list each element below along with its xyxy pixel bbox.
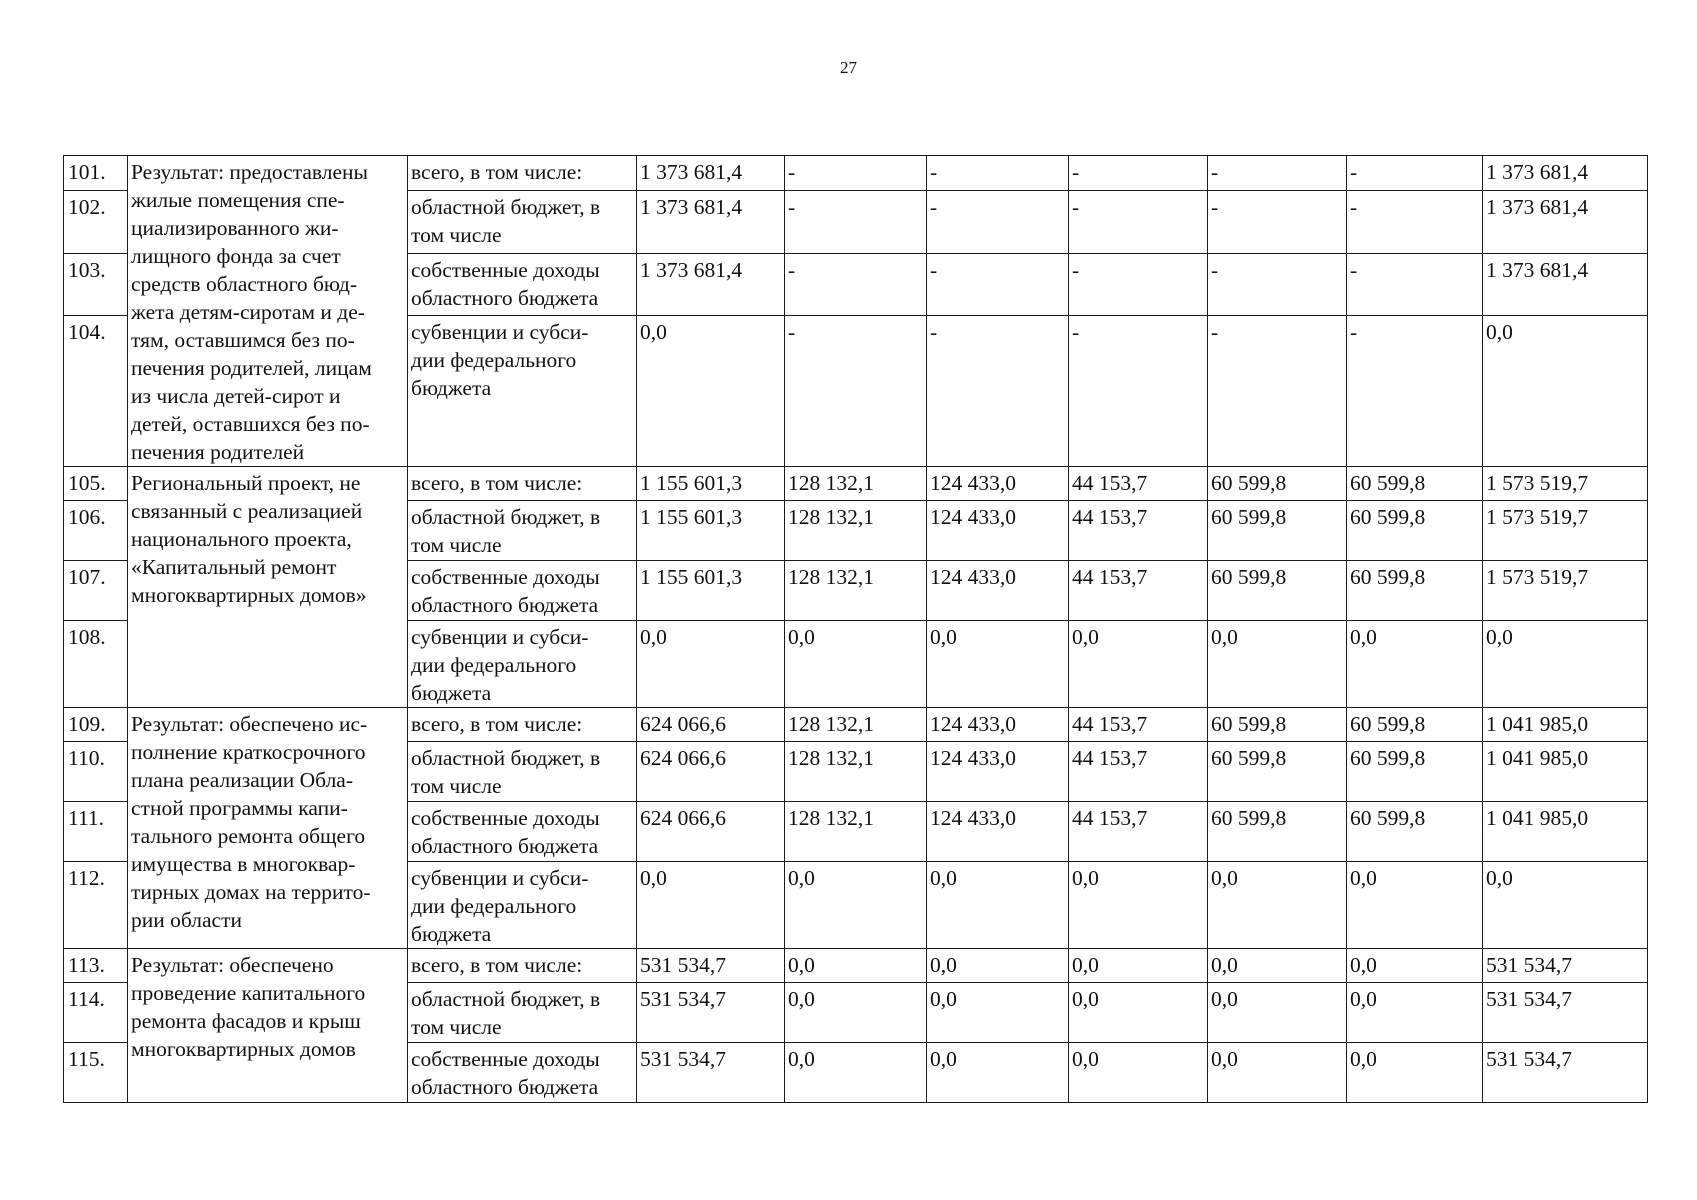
value-cell: - — [785, 191, 927, 253]
funding-source — [408, 802, 637, 862]
value-cell-total: 1 041 985,0 — [1483, 742, 1648, 802]
funding-source-line: дии федерального — [411, 348, 577, 373]
value-cell: 128 132,1 — [785, 708, 927, 742]
value-cell: - — [1069, 156, 1208, 191]
value-cell: 1 155 601,3 — [637, 467, 785, 501]
value-cell: 0,0 — [927, 1043, 1069, 1103]
value-cell: 0,0 — [1069, 949, 1208, 983]
funding-source — [408, 253, 637, 315]
table-row — [64, 467, 1648, 501]
value-cell-total: 0,0 — [1483, 621, 1648, 708]
table-row — [64, 949, 1648, 983]
funding-source-line: собственные доходы — [411, 565, 600, 589]
row-number: 111. — [64, 802, 128, 862]
description-line: детей, оставшихся без по- — [131, 412, 370, 436]
value-cell: 0,0 — [927, 983, 1069, 1043]
value-cell: 44 153,7 — [1069, 561, 1208, 621]
value-cell: - — [1347, 253, 1483, 315]
funding-source-line: всего, в том числе: — [411, 953, 583, 977]
description-line: жета детям-сиротам и де- — [131, 300, 365, 324]
description-line: рии области — [131, 908, 243, 932]
description-line: проведение капитального — [131, 981, 366, 1005]
description-line: многоквартирных домов — [131, 1037, 356, 1061]
row-number: 113. — [64, 949, 128, 983]
value-cell: - — [1069, 253, 1208, 315]
value-cell: 60 599,8 — [1347, 561, 1483, 621]
value-cell-total: 1 373 681,4 — [1483, 191, 1648, 253]
description-line: Региональный проект, не — [131, 471, 361, 495]
description-line: лищного фонда за счет — [131, 244, 341, 268]
value-cell: 124 433,0 — [927, 802, 1069, 862]
funding-source — [408, 621, 637, 708]
value-cell: 1 155 601,3 — [637, 561, 785, 621]
funding-source — [408, 1043, 637, 1103]
value-cell: - — [1347, 191, 1483, 253]
value-cell-total: 1 573 519,7 — [1483, 467, 1648, 501]
funding-source — [408, 156, 637, 191]
value-cell: - — [1069, 191, 1208, 253]
page-number: 27 — [840, 58, 857, 77]
funding-source-line: областной бюджет, в — [411, 195, 601, 220]
value-cell: 0,0 — [1208, 1043, 1347, 1103]
row-number: 108. — [64, 621, 128, 708]
funding-source — [408, 708, 637, 742]
value-cell: 1 373 681,4 — [637, 191, 785, 253]
value-cell: 0,0 — [785, 862, 927, 949]
funding-source-line: том числе — [411, 1015, 502, 1039]
funding-source — [408, 742, 637, 802]
funding-source-line: областной бюджет, в — [411, 746, 601, 770]
value-cell: 128 132,1 — [785, 561, 927, 621]
value-cell: 128 132,1 — [785, 802, 927, 862]
funding-source-line: всего, в том числе: — [411, 160, 583, 184]
row-number: 105. — [64, 467, 128, 501]
value-cell: - — [1069, 316, 1208, 467]
value-cell: 60 599,8 — [1347, 742, 1483, 802]
value-cell: 44 153,7 — [1069, 501, 1208, 561]
value-cell: 624 066,6 — [637, 742, 785, 802]
funding-source — [408, 561, 637, 621]
funding-source — [408, 467, 637, 501]
funding-source — [408, 983, 637, 1043]
value-cell: 128 132,1 — [785, 467, 927, 501]
value-cell: - — [1208, 253, 1347, 315]
description-line: полнение краткосрочного — [131, 740, 366, 764]
budget-table — [63, 155, 1648, 1103]
value-cell: 60 599,8 — [1347, 467, 1483, 501]
row-number: 107. — [64, 561, 128, 621]
value-cell: - — [927, 191, 1069, 253]
value-cell: 60 599,8 — [1208, 802, 1347, 862]
row-number: 101. — [64, 156, 128, 191]
group-description — [128, 949, 408, 1103]
funding-source-line: всего, в том числе: — [411, 471, 583, 495]
value-cell: 0,0 — [1208, 949, 1347, 983]
funding-source-line: областной бюджет, в — [411, 987, 601, 1011]
value-cell: - — [1208, 316, 1347, 467]
funding-source-line: бюджета — [411, 922, 492, 946]
funding-source-line: бюджета — [411, 376, 492, 401]
value-cell: 0,0 — [785, 983, 927, 1043]
description-line: печения родителей — [131, 440, 305, 464]
value-cell: 124 433,0 — [927, 708, 1069, 742]
value-cell: 128 132,1 — [785, 501, 927, 561]
funding-source-line: том числе — [411, 533, 502, 557]
value-cell-total: 1 041 985,0 — [1483, 802, 1648, 862]
funding-source-line: собственные доходы — [411, 1047, 600, 1071]
value-cell: 0,0 — [927, 949, 1069, 983]
row-number: 110. — [64, 742, 128, 802]
description-line: стной программы капи- — [131, 796, 348, 820]
value-cell: - — [927, 253, 1069, 315]
value-cell: 44 153,7 — [1069, 467, 1208, 501]
row-number: 112. — [64, 862, 128, 949]
value-cell: - — [927, 316, 1069, 467]
value-cell: 1 373 681,4 — [637, 253, 785, 315]
value-cell: 531 534,7 — [637, 983, 785, 1043]
value-cell: 624 066,6 — [637, 708, 785, 742]
value-cell: 0,0 — [1347, 949, 1483, 983]
group-description — [128, 156, 408, 467]
description-line: плана реализации Обла- — [131, 768, 354, 792]
value-cell: 0,0 — [1347, 1043, 1483, 1103]
group-description — [128, 467, 408, 708]
value-cell: 0,0 — [1208, 621, 1347, 708]
funding-source-line: собственные доходы — [411, 257, 600, 282]
funding-source-line: том числе — [411, 774, 502, 798]
description-line: имущества в многоквар- — [131, 852, 356, 876]
description-line: ремонта фасадов и крыш — [131, 1009, 361, 1033]
funding-source-line: областного бюджета — [411, 593, 599, 617]
value-cell: 0,0 — [927, 621, 1069, 708]
value-cell: 44 153,7 — [1069, 708, 1208, 742]
value-cell: 60 599,8 — [1347, 501, 1483, 561]
funding-source — [408, 316, 637, 467]
description-line: Результат: обеспечено — [131, 953, 334, 977]
funding-source-line: субвенции и субси- — [411, 625, 589, 649]
value-cell: 60 599,8 — [1347, 802, 1483, 862]
value-cell: 0,0 — [1069, 621, 1208, 708]
description-line: Результат: обеспечено ис- — [131, 712, 368, 736]
value-cell-total: 1 573 519,7 — [1483, 501, 1648, 561]
description-line: национального проекта, — [131, 527, 352, 551]
value-cell: 124 433,0 — [927, 742, 1069, 802]
value-cell: - — [785, 253, 927, 315]
value-cell: 60 599,8 — [1208, 561, 1347, 621]
description-line: жилые помещения спе- — [131, 188, 345, 212]
description-line: тирных домах на террито- — [131, 880, 371, 904]
value-cell: 60 599,8 — [1208, 501, 1347, 561]
funding-source-line: всего, в том числе: — [411, 712, 583, 736]
value-cell: 0,0 — [785, 621, 927, 708]
funding-source-line: областного бюджета — [411, 285, 599, 310]
description-line: из числа детей-сирот и — [131, 384, 341, 408]
description-line: Результат: предоставлены — [131, 160, 369, 184]
value-cell: - — [1347, 156, 1483, 191]
row-number: 103. — [64, 253, 128, 315]
value-cell: 44 153,7 — [1069, 742, 1208, 802]
value-cell: 0,0 — [1347, 983, 1483, 1043]
description-line: средств областного бюд- — [131, 272, 357, 296]
funding-source-line: дии федерального — [411, 894, 577, 918]
value-cell: - — [1347, 316, 1483, 467]
value-cell: 0,0 — [637, 316, 785, 467]
value-cell: 0,0 — [1069, 983, 1208, 1043]
value-cell: 0,0 — [637, 862, 785, 949]
value-cell: - — [1208, 191, 1347, 253]
value-cell: 0,0 — [1347, 862, 1483, 949]
table-row — [64, 708, 1648, 742]
group-description — [128, 708, 408, 949]
value-cell: 1 155 601,3 — [637, 501, 785, 561]
funding-source — [408, 949, 637, 983]
description-line: «Капитальный ремонт — [131, 555, 337, 579]
row-number: 114. — [64, 983, 128, 1043]
funding-source-line: областного бюджета — [411, 1075, 599, 1099]
value-cell: 0,0 — [1069, 1043, 1208, 1103]
funding-source-line: субвенции и субси- — [411, 866, 589, 890]
value-cell: 624 066,6 — [637, 802, 785, 862]
value-cell: 0,0 — [785, 1043, 927, 1103]
value-cell: 0,0 — [637, 621, 785, 708]
row-number: 104. — [64, 316, 128, 467]
value-cell: 531 534,7 — [637, 949, 785, 983]
value-cell-total: 531 534,7 — [1483, 949, 1648, 983]
funding-source-line: субвенции и субси- — [411, 320, 589, 345]
value-cell-total: 531 534,7 — [1483, 1043, 1648, 1103]
value-cell-total: 0,0 — [1483, 862, 1648, 949]
value-cell: 0,0 — [1208, 983, 1347, 1043]
funding-source — [408, 862, 637, 949]
description-line: тального ремонта общего — [131, 824, 366, 848]
value-cell: 0,0 — [1208, 862, 1347, 949]
value-cell: 0,0 — [927, 862, 1069, 949]
value-cell-total: 1 573 519,7 — [1483, 561, 1648, 621]
description-line: тям, оставшимся без по- — [131, 328, 355, 352]
value-cell-total: 1 373 681,4 — [1483, 253, 1648, 315]
funding-source-line: областного бюджета — [411, 834, 599, 858]
funding-source-line: собственные доходы — [411, 806, 600, 830]
value-cell: 60 599,8 — [1208, 467, 1347, 501]
value-cell: 0,0 — [1069, 862, 1208, 949]
value-cell: 0,0 — [785, 949, 927, 983]
funding-source-line: областной бюджет, в — [411, 505, 601, 529]
funding-source-line: том числе — [411, 223, 502, 248]
value-cell: 60 599,8 — [1208, 708, 1347, 742]
row-number: 102. — [64, 191, 128, 253]
funding-source — [408, 501, 637, 561]
value-cell: 60 599,8 — [1208, 742, 1347, 802]
row-number: 115. — [64, 1043, 128, 1103]
description-line: печения родителей, лицам — [131, 356, 372, 380]
funding-source — [408, 191, 637, 253]
funding-source-line: дии федерального — [411, 653, 577, 677]
value-cell: - — [785, 156, 927, 191]
value-cell: - — [927, 156, 1069, 191]
value-cell: 124 433,0 — [927, 467, 1069, 501]
table-row — [64, 156, 1648, 191]
value-cell: 60 599,8 — [1347, 708, 1483, 742]
value-cell-total: 1 041 985,0 — [1483, 708, 1648, 742]
funding-source-line: бюджета — [411, 681, 492, 705]
value-cell: 124 433,0 — [927, 501, 1069, 561]
value-cell: 531 534,7 — [637, 1043, 785, 1103]
value-cell: 0,0 — [1347, 621, 1483, 708]
value-cell: 44 153,7 — [1069, 802, 1208, 862]
description-line: связанный с реализацией — [131, 499, 363, 523]
description-line: циализированного жи- — [131, 216, 339, 240]
value-cell: 1 373 681,4 — [637, 156, 785, 191]
value-cell: 124 433,0 — [927, 561, 1069, 621]
table-body — [64, 156, 1648, 1103]
value-cell-total: 531 534,7 — [1483, 983, 1648, 1043]
value-cell: - — [785, 316, 927, 467]
value-cell: 128 132,1 — [785, 742, 927, 802]
value-cell-total: 0,0 — [1483, 316, 1648, 467]
description-line: многоквартирных домов» — [131, 583, 367, 607]
value-cell-total: 1 373 681,4 — [1483, 156, 1648, 191]
row-number: 109. — [64, 708, 128, 742]
row-number: 106. — [64, 501, 128, 561]
value-cell: - — [1208, 156, 1347, 191]
